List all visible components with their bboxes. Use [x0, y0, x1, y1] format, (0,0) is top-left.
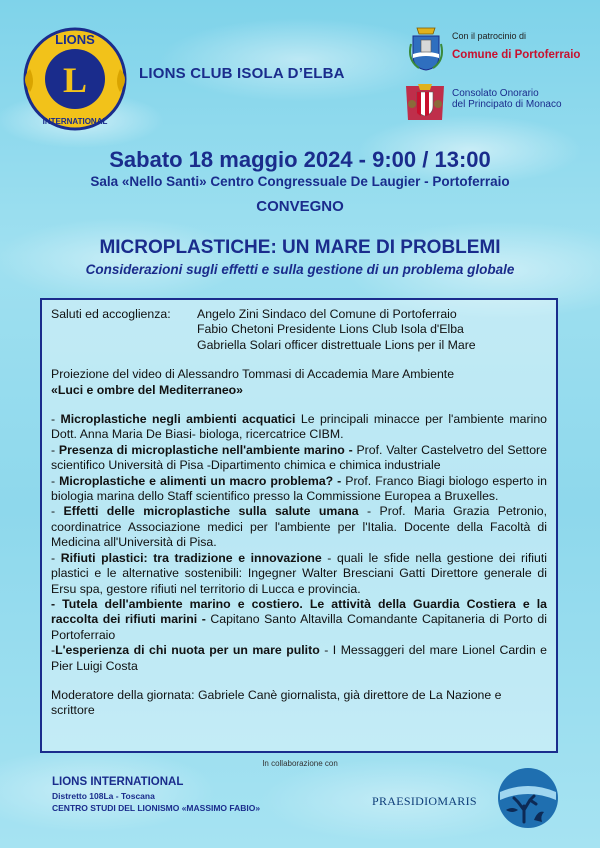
talk-title: L'esperienza di chi nuota per un mare pulito [55, 643, 320, 658]
event-type: CONVEGNO [256, 198, 344, 215]
talk-item [51, 643, 547, 674]
talk-title: Microplastiche e alimenti un macro problema? - [59, 473, 342, 488]
talk-text: Prof. Valter Castelvetro del Settore scientifico Università di Pisa -Dipartimento chimica e chimica industriale [51, 442, 547, 473]
talk-prefix: - [51, 412, 61, 427]
talk-item [51, 443, 547, 474]
collaboration-label: In collaborazione con [262, 759, 338, 768]
talk-text: Capitano Santo Altavilla Comandante Capitaneria di Porto di Portoferraio [51, 612, 547, 642]
talk-text: Prof. Franco Biagi biologo esperto in biologia marina dello Staff scientifico presso la Commissione Europea a Bruxelles. [51, 473, 547, 504]
talk-item [51, 504, 547, 550]
comune-portoferraio-crest-icon [409, 24, 443, 72]
patronage-label: Con il patrocinio di [452, 31, 527, 41]
footer-organizer [52, 776, 260, 813]
talk-prefix: - [51, 442, 59, 457]
talk-title: Microplastiche negli ambienti acquatici [60, 412, 296, 427]
moderator: Moderatore della giornata: Gabriele Canè giornalista, già direttore de La Nazione e scrittore [51, 687, 502, 718]
talks-list [51, 412, 547, 674]
footer-line1: LIONS INTERNATIONAL [52, 776, 184, 788]
talk-prefix: - [51, 504, 64, 519]
logo-letter: L [62, 60, 88, 100]
talk-title: - Tutela dell'ambiente marino e costiero. Le attività della Guardia Costiera e la raccolta dei rifiuti marini - [51, 596, 547, 627]
talk-prefix: - [51, 550, 61, 565]
event-date-time: Sabato 18 maggio 2024 - 9:00 / 13:00 [109, 147, 491, 172]
talk-title: Presenza di microplastiche nell'ambiente marino - [58, 442, 353, 457]
greetings-section [51, 307, 547, 353]
logo-bottom-text: INTERNATIONAL [42, 117, 108, 126]
praesidiomaris-logo [494, 766, 562, 830]
greeting-item: Gabriella Solari officer distrettuale Lions per il Mare [197, 337, 476, 352]
talk-item [51, 412, 547, 443]
event-venue: Sala «Nello Santi» Centro Congressuale De Laugier - Portoferraio [90, 174, 510, 189]
video-title: «Luci e ombre del Mediterraneo» [51, 382, 244, 397]
talk-text: - I Messaggeri del mare Lionel Cardin e Pier Luigi Costa [51, 643, 547, 673]
event-subtitle: Considerazioni sugli effetti e sulla gestione di un problema globale [85, 262, 515, 277]
talk-text: - quali le sfide nella gestione dei rifiuti plastici e le alternative sostenibili: Ingegner Walter Bresciani Gatti Direttore generale di Ersu spa, gestore rifiuti nel territorio di Lucca e provincia. [51, 550, 547, 596]
consolato-line2: del Principato di Monaco [452, 99, 562, 110]
talk-title: Rifiuti plastici: tra tradizione e innovazione [60, 550, 322, 565]
greeting-item: Angelo Zini Sindaco del Comune di Portoferraio [197, 307, 457, 321]
talk-title: Effetti delle microplastiche sulla salute umana [63, 504, 359, 519]
greetings-label: Saluti ed accoglienza: [51, 307, 171, 321]
footer-line2: Distretto 108La - Toscana [52, 791, 155, 801]
logo-top-text: LIONS [55, 32, 95, 47]
talk-item [51, 597, 547, 643]
talk-text: - Prof. Maria Grazia Petronio, coordinatrice Associazione medici per l'ambiente per l'Italia. Docente della Facoltà di Medicina all'Università di Pisa. [51, 504, 547, 550]
footer-line3: CENTRO STUDI DEL LIONISMO «MASSIMO FABIO» [52, 803, 261, 813]
consolato-line1: Consolato Onorario [452, 88, 539, 99]
greetings-list [197, 307, 476, 353]
lions-international-logo [16, 24, 134, 134]
program-box [40, 298, 558, 753]
org-title: LIONS CLUB ISOLA D’ELBA [139, 65, 345, 82]
talk-item [51, 551, 547, 597]
monaco-crest-icon [404, 80, 446, 124]
talk-item [51, 474, 547, 505]
greeting-item: Fabio Chetoni Presidente Lions Club Isola d'Elba [197, 322, 464, 337]
event-title: MICROPLASTICHE: UN MARE DI PROBLEMI [99, 237, 501, 258]
comune-name: Comune di Portoferraio [452, 49, 581, 61]
talk-prefix: - [51, 473, 60, 488]
consolato-label [452, 88, 592, 110]
video-section [51, 367, 547, 398]
talk-prefix: - [51, 643, 56, 658]
video-line: Proiezione del video di Alessandro Tommasi di Accademia Mare Ambiente [51, 367, 455, 382]
partner-name: PRAESIDIOMARIS [372, 794, 477, 808]
talk-text: Le principali minacce per l'ambiente marino Dott. Anna Maria De Biasi- biologa, ricercatrice CIBM. [51, 412, 547, 442]
